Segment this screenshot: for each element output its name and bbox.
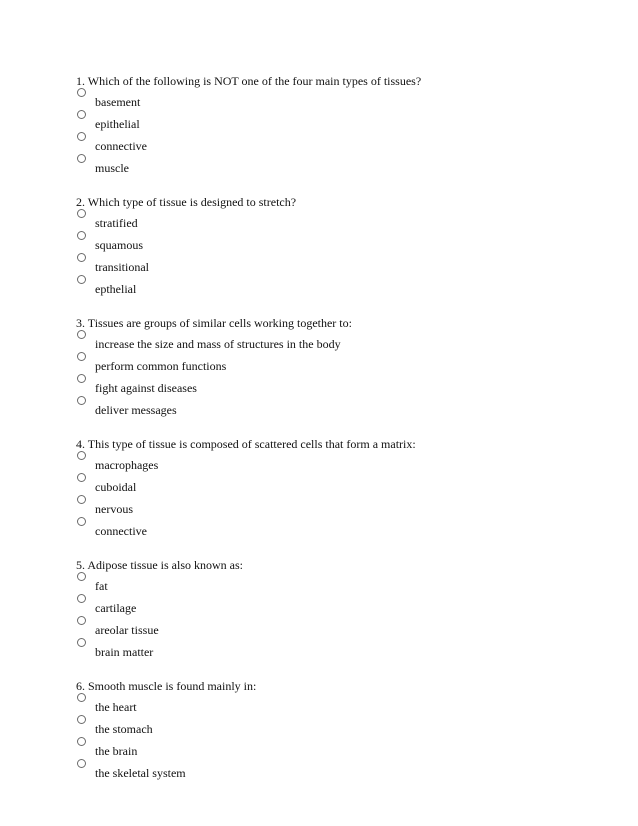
quiz (76, 74, 596, 800)
radio-button[interactable] (77, 88, 86, 97)
answer-option[interactable] (76, 641, 596, 663)
question-4 (76, 437, 596, 542)
answer-option[interactable] (76, 113, 596, 135)
radio-button[interactable] (77, 209, 86, 218)
answer-option[interactable] (76, 597, 596, 619)
answer-option[interactable] (76, 355, 596, 377)
answer-option[interactable] (76, 234, 596, 256)
option-label: cuboidal (95, 480, 137, 494)
option-label: deliver messages (95, 403, 177, 417)
option-label: connective (95, 139, 147, 153)
answer-option[interactable] (76, 157, 596, 179)
question-text: 2. Which type of tissue is designed to stretch? (76, 195, 297, 209)
option-label: connective (95, 524, 147, 538)
radio-button[interactable] (77, 231, 86, 240)
answer-option[interactable] (76, 575, 596, 597)
option-label: the brain (95, 744, 138, 758)
question-text: 6. Smooth muscle is found mainly in: (76, 679, 257, 693)
radio-button[interactable] (77, 473, 86, 482)
radio-button[interactable] (77, 715, 86, 724)
radio-button[interactable] (77, 154, 86, 163)
answer-option[interactable] (76, 476, 596, 498)
radio-button[interactable] (77, 330, 86, 339)
answer-option[interactable] (76, 333, 596, 355)
option-label: perform common functions (95, 359, 227, 373)
option-label: cartilage (95, 601, 137, 615)
option-label: the skeletal system (95, 766, 186, 780)
radio-button[interactable] (77, 495, 86, 504)
question-1 (76, 74, 596, 179)
option-label: fat (95, 579, 108, 593)
question-6 (76, 679, 596, 784)
question-text: 3. Tissues are groups of similar cells working together to: (76, 316, 352, 330)
option-label: areolar tissue (95, 623, 159, 637)
option-label: nervous (95, 502, 133, 516)
option-label: epthelial (95, 282, 137, 296)
option-label: stratified (95, 216, 138, 230)
radio-button[interactable] (77, 638, 86, 647)
answer-option[interactable] (76, 454, 596, 476)
answer-option[interactable] (76, 399, 596, 421)
radio-button[interactable] (77, 396, 86, 405)
option-label: fight against diseases (95, 381, 197, 395)
answer-option[interactable] (76, 377, 596, 399)
radio-button[interactable] (77, 275, 86, 284)
option-label: the heart (95, 700, 137, 714)
question-text: 1. Which of the following is NOT one of the four main types of tissues? (76, 74, 422, 88)
option-label: epithelial (95, 117, 140, 131)
answer-option[interactable] (76, 256, 596, 278)
radio-button[interactable] (77, 352, 86, 361)
radio-button[interactable] (77, 616, 86, 625)
radio-button[interactable] (77, 132, 86, 141)
radio-button[interactable] (77, 693, 86, 702)
radio-button[interactable] (77, 572, 86, 581)
answer-option[interactable] (76, 212, 596, 234)
option-label: basement (95, 95, 141, 109)
answer-option[interactable] (76, 498, 596, 520)
option-label: muscle (95, 161, 129, 175)
option-label: the stomach (95, 722, 153, 736)
question-text: 5. Adipose tissue is also known as: (76, 558, 243, 572)
radio-button[interactable] (77, 253, 86, 262)
answer-option[interactable] (76, 718, 596, 740)
answer-option[interactable] (76, 762, 596, 784)
question-2 (76, 195, 596, 300)
option-label: brain matter (95, 645, 154, 659)
radio-button[interactable] (77, 451, 86, 460)
radio-button[interactable] (77, 594, 86, 603)
question-3 (76, 316, 596, 421)
answer-option[interactable] (76, 520, 596, 542)
option-label: squamous (95, 238, 143, 252)
answer-option[interactable] (76, 278, 596, 300)
option-label: macrophages (95, 458, 159, 472)
question-5 (76, 558, 596, 663)
radio-button[interactable] (77, 374, 86, 383)
question-text: 4. This type of tissue is composed of scattered cells that form a matrix: (76, 437, 416, 451)
radio-button[interactable] (77, 110, 86, 119)
answer-option[interactable] (76, 696, 596, 718)
answer-option[interactable] (76, 740, 596, 762)
option-label: increase the size and mass of structures in the body (95, 337, 341, 351)
answer-option[interactable] (76, 135, 596, 157)
radio-button[interactable] (77, 759, 86, 768)
radio-button[interactable] (77, 737, 86, 746)
answer-option[interactable] (76, 91, 596, 113)
answer-option[interactable] (76, 619, 596, 641)
radio-button[interactable] (77, 517, 86, 526)
option-label: transitional (95, 260, 149, 274)
